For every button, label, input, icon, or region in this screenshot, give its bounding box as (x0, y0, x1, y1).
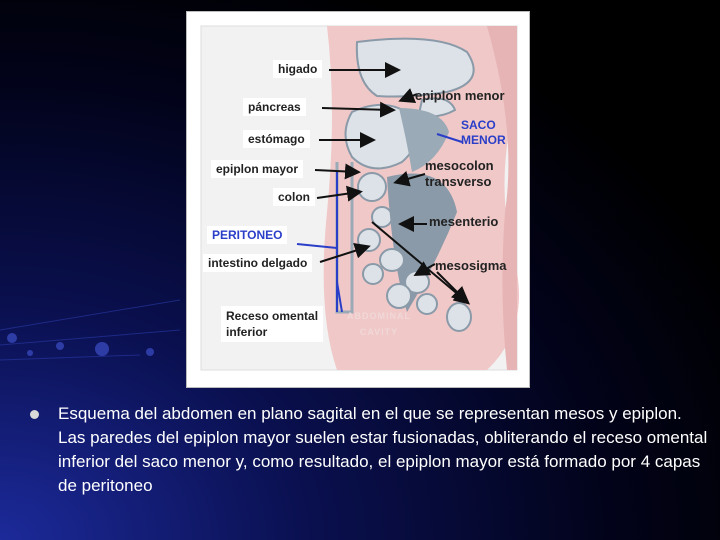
label-cavity-line2: CAVITY (359, 327, 399, 337)
anatomy-figure (186, 11, 530, 388)
label-mesocolon-transverso (425, 158, 494, 190)
label-cavity-line1: ABDOMINAL (347, 311, 411, 321)
label-peritoneo: PERITONEO (207, 226, 287, 244)
label-pancreas: páncreas (243, 98, 306, 116)
label-mesosigma: mesosigma (435, 258, 507, 273)
label-mesocolon-line2: transverso (425, 174, 492, 189)
label-saco-line1: SACO (461, 118, 496, 132)
label-epiplon-mayor: epiplon mayor (211, 160, 303, 178)
label-mesenterio: mesenterio (429, 214, 499, 229)
label-higado: higado (273, 60, 322, 78)
label-receso-line2: inferior (226, 325, 268, 339)
label-abdominal-cavity (347, 308, 411, 340)
label-mesocolon-line1: mesocolon (425, 158, 494, 173)
label-saco-line2: MENOR (461, 133, 506, 147)
bullet-icon (30, 410, 39, 419)
label-estomago: estómago (243, 130, 310, 148)
slide-caption: Esquema del abdomen en plano sagital en el que se representan mesos y epiplon. Las paredes del epiplon mayor suelen estar fusionadas, obliterando el receso omental inferior del saco menor y, como resultado, el epiplon mayor está formado por 4 capas de peritoneo (58, 404, 708, 495)
label-receso-line1: Receso omental (226, 309, 319, 323)
label-receso-omental (221, 306, 323, 342)
label-epiplon-menor: epiplon menor (415, 88, 505, 103)
colon-shape (358, 173, 386, 201)
label-saco-menor (461, 118, 506, 148)
label-colon: colon (273, 188, 315, 206)
label-intestino-delgado: intestino delgado (203, 254, 312, 272)
